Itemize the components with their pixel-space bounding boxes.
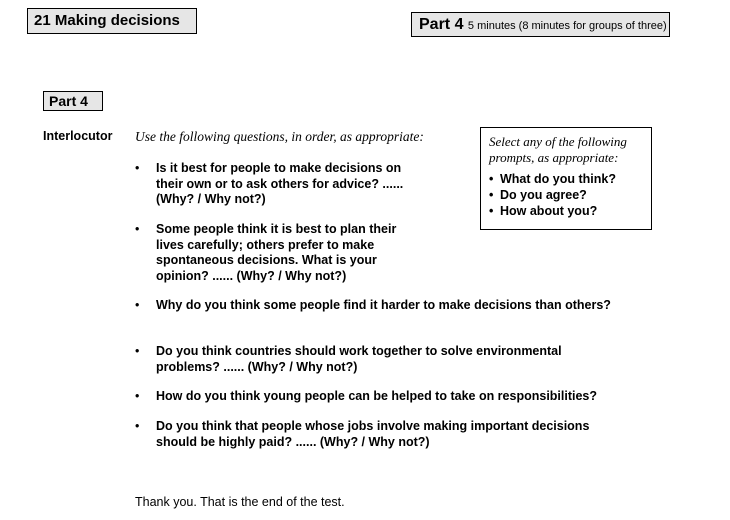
prompts-intro: Select any of the following prompts, as appropriate:	[489, 134, 627, 165]
bullet-icon: •	[135, 419, 140, 433]
bullet-icon: •	[135, 389, 140, 403]
interlocutor-label: Interlocutor	[43, 129, 113, 143]
bullet-icon: •	[489, 188, 494, 202]
bullet-icon: •	[135, 161, 140, 175]
bullet-icon: •	[135, 298, 140, 312]
instruction-text: Use the following questions, in order, as appropriate:	[135, 129, 424, 144]
question-item: Is it best for people to make decisions on their own or to ask others for advice? ...... (Why? / Why not?)	[156, 161, 404, 206]
bullet-icon: •	[489, 204, 494, 218]
prompt-item: • Do you agree?	[489, 188, 587, 202]
question-item: How do you think young people can be helped to take on responsibilities?	[156, 389, 598, 403]
part-label: Part 4	[49, 93, 88, 109]
prompts-box	[480, 127, 652, 230]
test-title: 21 Making decisions	[34, 12, 180, 29]
prompts-list	[489, 171, 643, 219]
question-item: Some people think it is best to plan their lives carefully; others prefer to make spontaneous decisions. What is your opinion? ...... (Why? / Why not?)	[156, 222, 397, 283]
part-label-box	[43, 91, 103, 111]
part-header-label: Part 4	[419, 16, 464, 33]
question-item: Do you think that people whose jobs involve making important decisions should be highly paid? ...... (Why? / Why not?)	[156, 419, 590, 449]
bullet-icon: •	[135, 344, 140, 358]
part-timing: 5 minutes (8 minutes for groups of three)	[467, 20, 667, 32]
prompt-item: • How about you?	[489, 204, 598, 218]
question-item: Why do you think some people find it harder to make decisions than others?	[156, 298, 611, 312]
bullet-icon: •	[489, 172, 494, 186]
closing-text: Thank you. That is the end of the test.	[135, 495, 345, 509]
question-item: Do you think countries should work together to solve environmental problems? ...... (Why? / Why not?)	[156, 344, 562, 374]
bullet-icon: •	[135, 222, 140, 236]
prompt-item: • What do you think?	[489, 172, 616, 186]
test-title-box	[27, 8, 197, 34]
part-timing-box	[411, 12, 670, 37]
